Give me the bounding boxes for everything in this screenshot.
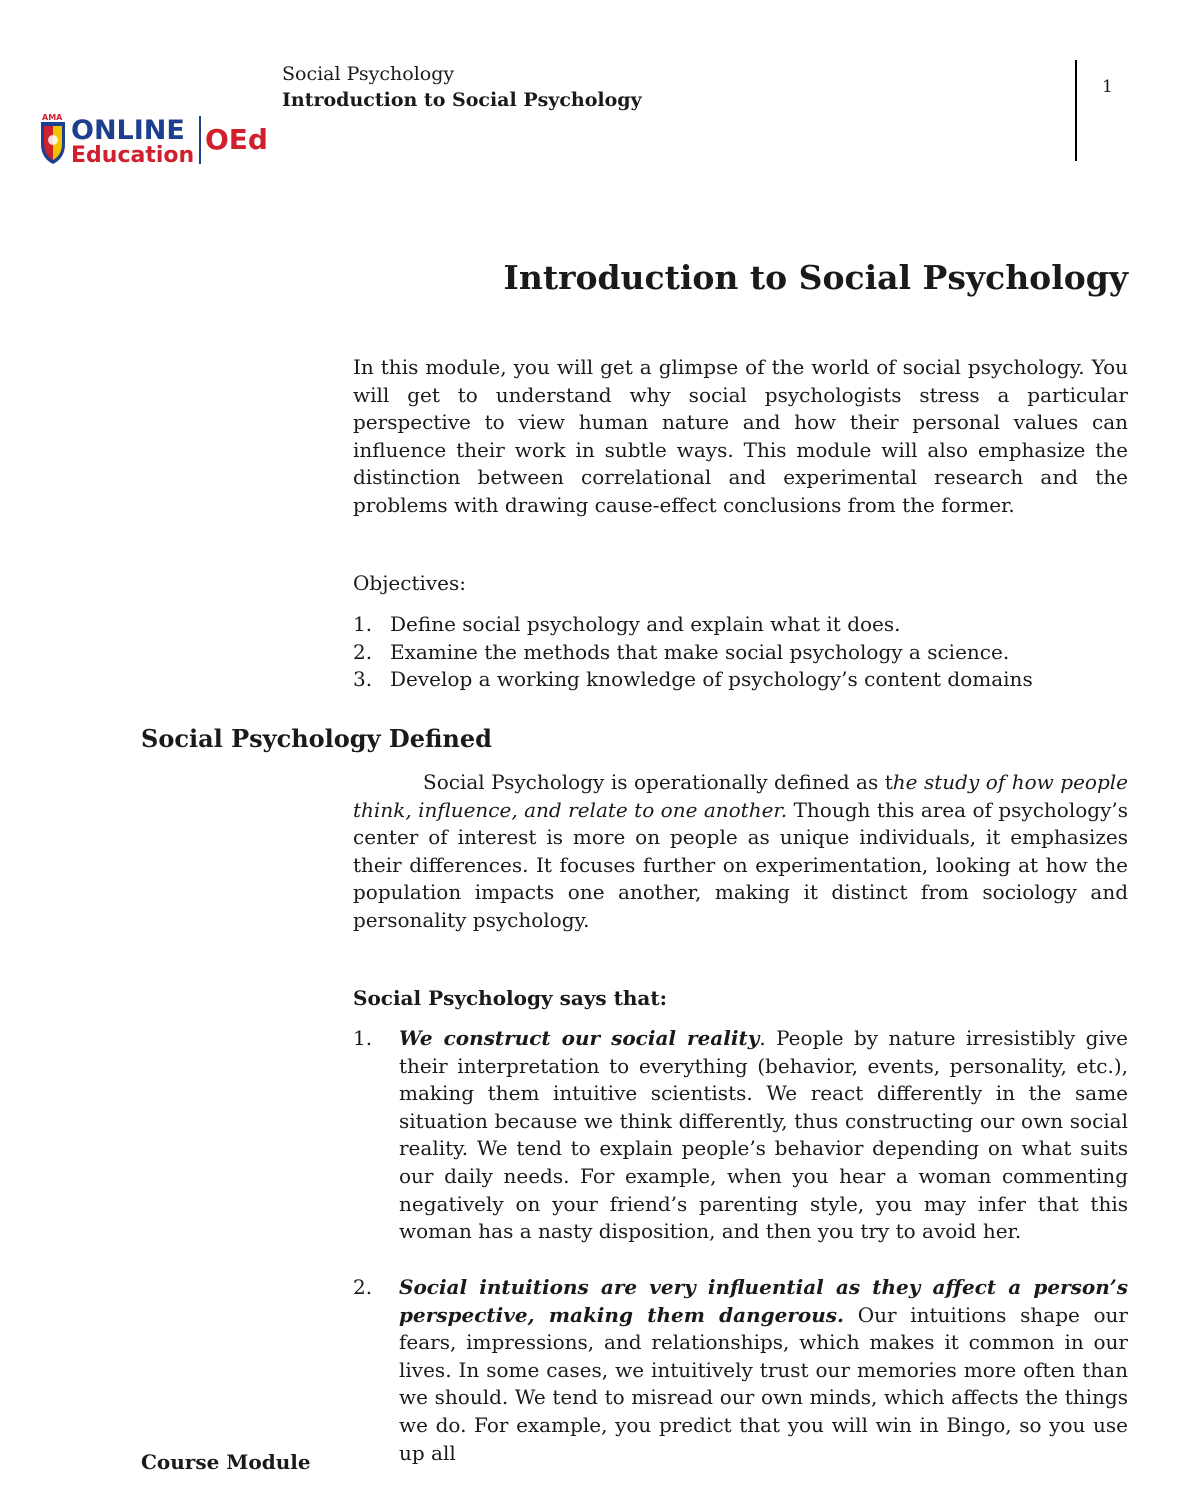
point-number: 2. bbox=[353, 1275, 373, 1299]
definition-paragraph: Social Psychology is operationally defined as the study of how people think, influence, and relate to one another. Though this area of psychology’s center of interest is more on people as unique individuals, it emphasizes their differences. It focuses further on experimentation, looking at how the population impacts one another, making it distinct from sociology and personality psychology. bbox=[353, 770, 1128, 932]
section-heading: Social Psychology Defined bbox=[141, 724, 492, 753]
logo-line1: ONLINE bbox=[71, 115, 185, 146]
point-number: 1. bbox=[353, 1026, 373, 1050]
header-course-name: Social Psychology bbox=[282, 63, 455, 85]
header-module-title: Introduction to Social Psychology bbox=[282, 89, 642, 111]
objectives-list bbox=[353, 611, 1033, 694]
says-heading: Social Psychology says that: bbox=[353, 986, 667, 1010]
point-body: Social intuitions are very influential as they affect a person’s perspective, making them dangerous. Our intuitions shape our fears, impressions, and relationships, which makes it common in our lives. In some cases, we intuitively trust our memories more often than we should. We tend to misread our own minds, which affects the things we do. For example, you predict that you will win in Bingo, so you use up all bbox=[399, 1275, 1128, 1465]
page-number: 1 bbox=[1102, 77, 1113, 97]
logo-badge: AMA bbox=[42, 113, 63, 122]
point-body: We construct our social reality. People by nature irresistibly give their interpretation to everything (behavior, events, personality, etc.), making them intuitive scientists. We react differently in the same situation because we think differently, thus constructing our own social reality. We tend to explain people’s behavior depending on what suits our daily needs. For example, when you hear a woman commenting negatively on your friend’s parenting style, you may infer that this woman has a nasty disposition, and then you try to avoid her. bbox=[399, 1026, 1128, 1244]
online-education-logo bbox=[38, 112, 278, 168]
list-item: 3. Develop a working knowledge of psychology’s content domains bbox=[353, 667, 1033, 691]
list-item: 2. Examine the methods that make social psychology a science. bbox=[353, 639, 1010, 664]
shield-icon bbox=[41, 122, 65, 164]
logo-mark: OEd bbox=[205, 123, 268, 156]
footer-label: Course Module bbox=[141, 1450, 311, 1474]
logo-line2: Education bbox=[71, 143, 195, 168]
logo-divider bbox=[199, 116, 201, 164]
page-title: Introduction to Social Psychology bbox=[503, 258, 1128, 297]
numbered-point bbox=[353, 1274, 1128, 1467]
objectives-label: Objectives: bbox=[353, 571, 467, 595]
list-item: 1. Define social psychology and explain what it does. bbox=[353, 612, 901, 636]
header-divider bbox=[1075, 60, 1077, 161]
numbered-point bbox=[353, 1025, 1128, 1246]
intro-paragraph: In this module, you will get a glimpse of the world of social psychology. You will get to understand why social psychologists stress a particular perspective to view human nature and how their personal values can influence their work in subtle ways. This module will also emphasize the distinction between correlational and experimental research and the problems with drawing cause-effect conclusions from the former. bbox=[353, 355, 1128, 517]
